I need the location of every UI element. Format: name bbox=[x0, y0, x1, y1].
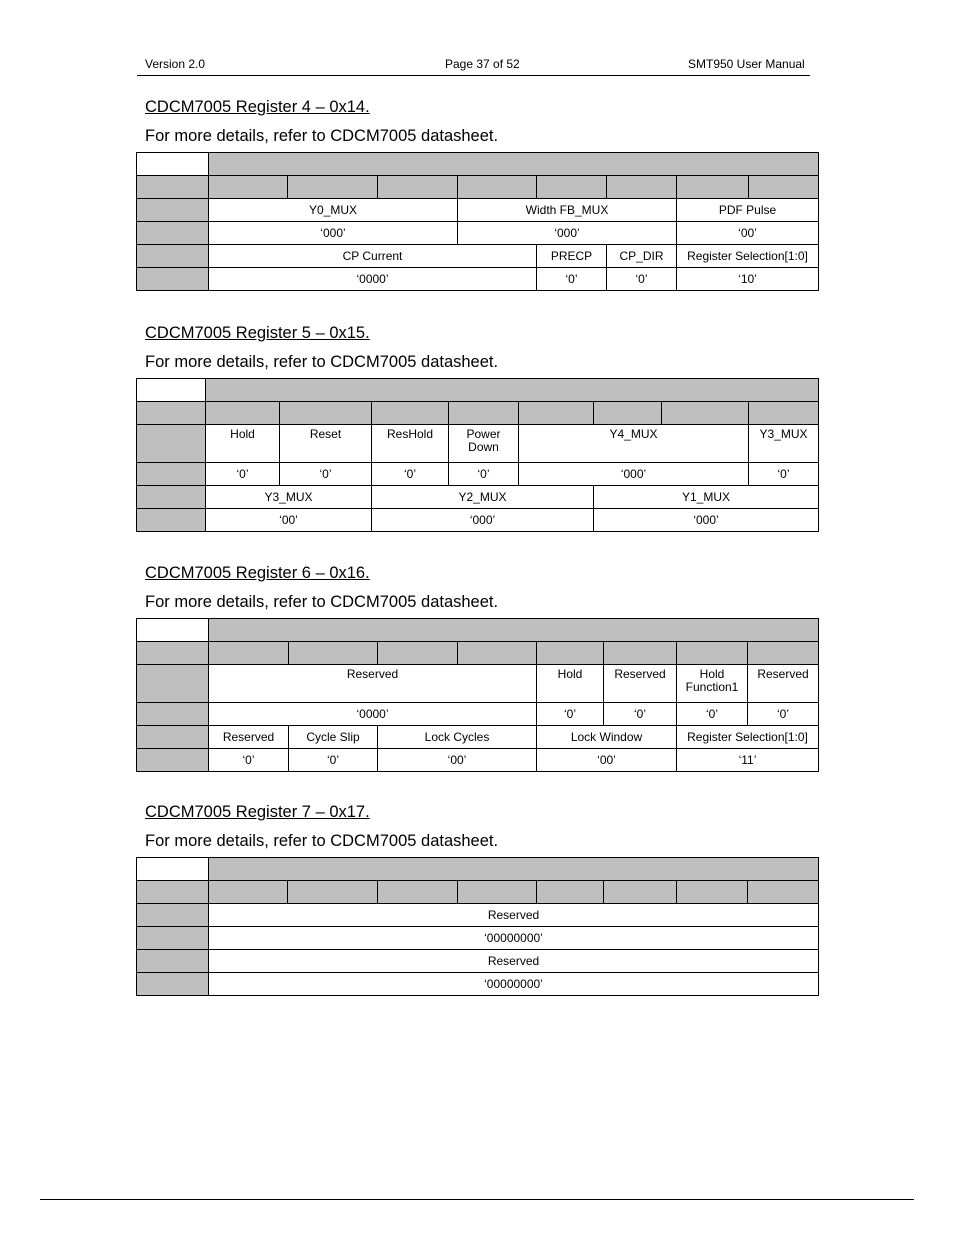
table-header-cell bbox=[280, 402, 372, 425]
field-value-cell: ‘000’ bbox=[458, 222, 677, 245]
field-value-cell: ‘0’ bbox=[449, 463, 519, 486]
table-header-cell bbox=[677, 881, 748, 904]
table-header-cell bbox=[458, 176, 537, 199]
field-name-cell: Y4_MUX bbox=[519, 425, 749, 463]
table-header-cell bbox=[137, 642, 209, 665]
table-row bbox=[137, 199, 819, 222]
table-header-cell bbox=[749, 402, 819, 425]
field-value-cell: ‘0’ bbox=[372, 463, 449, 486]
table-header-cell bbox=[677, 642, 748, 665]
table-header-cell bbox=[209, 642, 289, 665]
field-name-cell: Hold Function1 bbox=[677, 665, 748, 703]
table-row bbox=[137, 222, 819, 245]
register-6-table bbox=[136, 618, 819, 772]
header-page-number: Page 37 of 52 bbox=[445, 57, 520, 71]
field-value-cell: ‘00000000’ bbox=[209, 973, 819, 996]
section-title-register-7: CDCM7005 Register 7 – 0x17. bbox=[145, 803, 370, 821]
row-label-cell bbox=[137, 486, 206, 509]
row-label-cell bbox=[137, 268, 209, 291]
table-header-cell bbox=[594, 402, 662, 425]
field-value-cell: ‘0’ bbox=[280, 463, 372, 486]
field-value-cell: ‘0’ bbox=[749, 463, 819, 486]
table-header-cell bbox=[662, 402, 749, 425]
field-name-cell: Register Selection[1:0] bbox=[677, 726, 819, 749]
field-value-cell: ‘0’ bbox=[537, 268, 607, 291]
table-header-cell bbox=[537, 881, 604, 904]
table-header-cell bbox=[288, 881, 378, 904]
field-name-cell: Register Selection[1:0] bbox=[677, 245, 819, 268]
table-row bbox=[137, 927, 819, 950]
table-header-band bbox=[209, 153, 819, 176]
field-name-cell: Reserved bbox=[209, 665, 537, 703]
field-name-cell: Y2_MUX bbox=[372, 486, 594, 509]
field-value-cell: ‘0’ bbox=[209, 749, 289, 772]
field-name-cell: CP_DIR bbox=[607, 245, 677, 268]
table-header-cell bbox=[288, 176, 378, 199]
row-label-cell bbox=[137, 199, 209, 222]
footer-divider bbox=[40, 1199, 914, 1200]
row-label-cell bbox=[137, 245, 209, 268]
table-row bbox=[137, 425, 819, 463]
section-subtitle-register-7: For more details, refer to CDCM7005 datasheet. bbox=[145, 832, 499, 850]
table-row bbox=[137, 703, 819, 726]
table-corner-cell bbox=[137, 153, 209, 176]
table-header-cell bbox=[289, 642, 378, 665]
table-header-band bbox=[206, 379, 819, 402]
field-value-cell: ‘11’ bbox=[677, 749, 819, 772]
field-name-cell: Y3_MUX bbox=[206, 486, 372, 509]
field-name-cell: ResHold bbox=[372, 425, 449, 463]
table-row bbox=[137, 973, 819, 996]
field-value-cell: ‘000’ bbox=[372, 509, 594, 532]
section-title-register-6: CDCM7005 Register 6 – 0x16. bbox=[145, 564, 370, 582]
table-header-cell bbox=[137, 881, 209, 904]
section-title-register-4: CDCM7005 Register 4 – 0x14. bbox=[145, 98, 370, 116]
field-name-cell: Hold bbox=[206, 425, 280, 463]
field-name-cell: PDF Pulse bbox=[677, 199, 819, 222]
table-header-cell bbox=[519, 402, 594, 425]
table-row bbox=[137, 749, 819, 772]
header-manual-title: SMT950 User Manual bbox=[688, 57, 805, 71]
row-label-cell bbox=[137, 904, 209, 927]
field-name-cell: Y0_MUX bbox=[209, 199, 458, 222]
table-header-cell bbox=[537, 176, 607, 199]
table-header-cell bbox=[677, 176, 749, 199]
row-label-cell bbox=[137, 973, 209, 996]
field-name-cell: Reserved bbox=[209, 904, 819, 927]
field-name-cell: Reserved bbox=[209, 950, 819, 973]
table-header-cell bbox=[137, 176, 209, 199]
field-name-cell: Reserved bbox=[748, 665, 819, 703]
field-name-cell: Reset bbox=[280, 425, 372, 463]
field-value-cell: ‘0’ bbox=[537, 703, 604, 726]
field-value-cell: ‘0’ bbox=[289, 749, 378, 772]
field-name-cell: Y3_MUX bbox=[749, 425, 819, 463]
field-value-cell: ‘00’ bbox=[206, 509, 372, 532]
table-header-band bbox=[209, 619, 819, 642]
row-label-cell bbox=[137, 927, 209, 950]
table-header-cell bbox=[748, 881, 819, 904]
table-header-cell bbox=[458, 881, 537, 904]
table-row bbox=[137, 268, 819, 291]
table-corner-cell bbox=[137, 379, 206, 402]
section-title-register-5: CDCM7005 Register 5 – 0x15. bbox=[145, 324, 370, 342]
field-value-cell: ‘0’ bbox=[604, 703, 677, 726]
field-value-cell: ‘00’ bbox=[677, 222, 819, 245]
row-label-cell bbox=[137, 463, 206, 486]
field-value-cell: ‘000’ bbox=[519, 463, 749, 486]
row-label-cell bbox=[137, 749, 209, 772]
field-name-cell: CP Current bbox=[209, 245, 537, 268]
table-header-cell bbox=[378, 176, 458, 199]
field-name-cell: Cycle Slip bbox=[289, 726, 378, 749]
table-header-cell bbox=[537, 642, 604, 665]
field-value-cell: ‘0000’ bbox=[209, 268, 537, 291]
table-row bbox=[137, 245, 819, 268]
table-row bbox=[137, 463, 819, 486]
table-header-cell bbox=[604, 642, 677, 665]
register-5-table bbox=[136, 378, 819, 532]
header-version: Version 2.0 bbox=[145, 57, 206, 71]
field-value-cell: ‘00’ bbox=[378, 749, 537, 772]
section-subtitle-register-6: For more details, refer to CDCM7005 datasheet. bbox=[145, 593, 499, 611]
section-subtitle-register-4: For more details, refer to CDCM7005 datasheet. bbox=[145, 127, 499, 145]
field-value-cell: ‘0’ bbox=[607, 268, 677, 291]
field-value-cell: ‘0000’ bbox=[209, 703, 537, 726]
row-label-cell bbox=[137, 222, 209, 245]
field-value-cell: ‘00000000’ bbox=[209, 927, 819, 950]
field-name-cell: PRECP bbox=[537, 245, 607, 268]
table-header-cell bbox=[749, 176, 819, 199]
table-header-cell bbox=[378, 881, 458, 904]
table-header-cell bbox=[209, 881, 288, 904]
register-7-table bbox=[136, 857, 819, 996]
field-value-cell: ‘000’ bbox=[594, 509, 819, 532]
row-label-cell bbox=[137, 726, 209, 749]
table-row bbox=[137, 726, 819, 749]
field-name-cell: Reserved bbox=[209, 726, 289, 749]
table-header-cell bbox=[206, 402, 280, 425]
row-label-cell bbox=[137, 509, 206, 532]
row-label-cell bbox=[137, 950, 209, 973]
field-name-cell: Reserved bbox=[604, 665, 677, 703]
table-header-cell bbox=[604, 881, 677, 904]
field-name-cell: Width FB_MUX bbox=[458, 199, 677, 222]
table-row bbox=[137, 509, 819, 532]
row-label-cell bbox=[137, 703, 209, 726]
register-4-table bbox=[136, 152, 819, 291]
table-header-band bbox=[209, 858, 819, 881]
field-name-cell: Power Down bbox=[449, 425, 519, 463]
field-value-cell: ‘10’ bbox=[677, 268, 819, 291]
table-row bbox=[137, 904, 819, 927]
table-header-cell bbox=[748, 642, 819, 665]
table-row bbox=[137, 950, 819, 973]
table-header-cell bbox=[372, 402, 449, 425]
field-name-cell: Lock Cycles bbox=[378, 726, 537, 749]
table-header-cell bbox=[607, 176, 677, 199]
field-name-cell: Y1_MUX bbox=[594, 486, 819, 509]
field-value-cell: ‘000’ bbox=[209, 222, 458, 245]
table-header-cell bbox=[137, 402, 206, 425]
field-value-cell: ‘0’ bbox=[677, 703, 748, 726]
field-name-cell: Hold bbox=[537, 665, 604, 703]
section-subtitle-register-5: For more details, refer to CDCM7005 datasheet. bbox=[145, 353, 499, 371]
table-header-cell bbox=[209, 176, 288, 199]
table-corner-cell bbox=[137, 619, 209, 642]
table-row bbox=[137, 486, 819, 509]
field-value-cell: ‘0’ bbox=[206, 463, 280, 486]
field-value-cell: ‘0’ bbox=[748, 703, 819, 726]
table-corner-cell bbox=[137, 858, 209, 881]
field-value-cell: ‘00’ bbox=[537, 749, 677, 772]
field-name-cell: Lock Window bbox=[537, 726, 677, 749]
table-row bbox=[137, 665, 819, 703]
table-header-cell bbox=[458, 642, 537, 665]
row-label-cell bbox=[137, 665, 209, 703]
table-header-cell bbox=[449, 402, 519, 425]
row-label-cell bbox=[137, 425, 206, 463]
table-header-cell bbox=[378, 642, 458, 665]
header-divider bbox=[137, 75, 810, 76]
